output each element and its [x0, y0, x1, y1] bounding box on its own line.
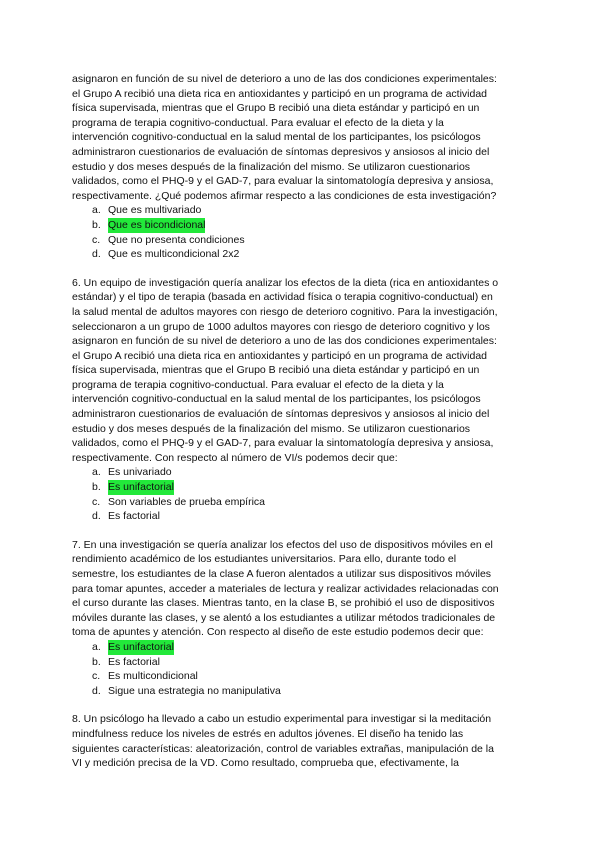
option-letter: c.	[92, 495, 101, 508]
option-text: Que no presenta condiciones	[108, 233, 245, 246]
question-7-options	[72, 640, 528, 698]
question-5	[72, 72, 528, 262]
option-letter: b.	[92, 481, 101, 494]
option-letter: a.	[92, 640, 101, 653]
option-letter: c.	[92, 233, 101, 246]
question-5-options	[72, 203, 528, 261]
question-7	[72, 538, 528, 699]
question-7-text: 7. En una investigación se quería analizar los efectos del uso de dispositivos móviles en el rendimiento académico de los estudiantes universitarios. Para ello, durante todo el semestre, los estudiantes de la clase A fueron alentados a utilizar sus dispositivos móviles para tomar apuntes, acceder a materiales de lectura y realizar actividades relacionadas con el curso durante las clases. Mientras tanto, en la clase B, se prohibió el uso de dispositivos móviles durante las clases, y se alentó a los estudiantes a utilizar métodos tradicionales de toma de apuntes y atención. Con respecto al diseño de este estudio podemos decir que:	[72, 538, 499, 639]
option-letter: a.	[92, 466, 101, 479]
option-a	[92, 465, 528, 480]
option-text: Que es multivariado	[108, 204, 202, 217]
question-6	[72, 276, 528, 524]
option-text: Sigue una estrategia no manipulativa	[108, 684, 281, 697]
option-text-highlighted: Es unifactorial	[108, 481, 174, 494]
option-b	[92, 655, 528, 670]
question-6-text: 6. Un equipo de investigación quería analizar los efectos de la dieta (rica en antioxidantes o estándar) y el tipo de terapia (basada en actividad física o terapia cognitivo-conductual) en la salud mental de adultos mayores con riesgo de deterioro cognitivo. Para la investigación, seleccionaron a un grupo de 1000 adultos mayores con riesgo de deterioro cognitivo y los asignaron en función de su nivel de deterioro a uno de las dos condiciones experimentales: el Grupo A recibió una dieta rica en antioxidantes y participó en un programa de actividad física supervisada, mientras que el Grupo B recibió una dieta estándar y participó en un programa de terapia cognitivo-conductual. Para evaluar el efecto de la dieta y la intervención cognitivo-conductual en la salud mental de los participantes, los psicólogos administraron cuestionarios de evaluación de síntomas depresivos y ansiosos al inicio del estudio y dos meses después de la finalización del mismo. Se utilizaron cuestionarios validados, como el PHQ-9 y el GAD-7, para evaluar la sintomatología depresiva y ansiosa, respectivamente. Con respecto al número de VI/s podemos decir que:	[72, 276, 499, 464]
option-d	[92, 247, 528, 262]
option-text: Es factorial	[108, 655, 160, 668]
option-text-highlighted: Que es bicondicional	[108, 218, 206, 231]
option-d	[92, 509, 528, 524]
option-d	[92, 684, 528, 699]
option-text: Es univariado	[108, 466, 172, 479]
option-text: Es multicondicional	[108, 670, 198, 683]
option-c	[92, 669, 528, 684]
option-b	[92, 480, 528, 495]
option-a	[92, 203, 528, 218]
question-8-text: 8. Un psicólogo ha llevado a cabo un estudio experimental para investigar si la meditación mindfulness reduce los niveles de estrés en adultos jóvenes. El diseño ha tenido las siguientes características: aleatorización, control de variables extrañas, manipulación de la VI y medición precisa de la VD. Como resultado, comprueba que, efectivamente, la	[72, 713, 494, 770]
option-text: Son variables de prueba empírica	[108, 495, 266, 508]
option-text-highlighted: Es unifactorial	[108, 640, 174, 653]
option-text: Que es multicondicional 2x2	[108, 248, 240, 261]
option-b	[92, 218, 528, 233]
option-letter: b.	[92, 218, 101, 231]
option-letter: d.	[92, 248, 101, 261]
option-letter: a.	[92, 204, 101, 217]
question-5-text: asignaron en función de su nivel de deterioro a uno de las dos condiciones experimentales: el Grupo A recibió una dieta rica en antioxidantes y participó en un programa de actividad física supervisada, mientras que el Grupo B recibió una dieta estándar y participó en un programa de terapia cognitivo-conductual. Para evaluar el efecto de la dieta y la intervención cognitivo-conductual en la salud mental de los participantes, los psicólogos administraron cuestionarios de evaluación de síntomas depresivos y ansiosos al inicio del estudio y dos meses después de la finalización del mismo. Se utilizaron cuestionarios validados, como el PHQ-9 y el GAD-7, para evaluar la sintomatología depresiva y ansiosa, respectivamente. ¿Qué podemos afirmar respecto a las condiciones de esta investigación?	[72, 73, 497, 202]
question-6-options	[72, 465, 528, 523]
option-c	[92, 495, 528, 510]
option-letter: b.	[92, 655, 101, 668]
option-a	[92, 640, 528, 655]
document-page	[72, 72, 528, 785]
option-letter: d.	[92, 684, 101, 697]
question-8	[72, 712, 528, 770]
option-text: Es factorial	[108, 510, 160, 523]
option-letter: d.	[92, 510, 101, 523]
option-c	[92, 233, 528, 248]
option-letter: c.	[92, 670, 101, 683]
